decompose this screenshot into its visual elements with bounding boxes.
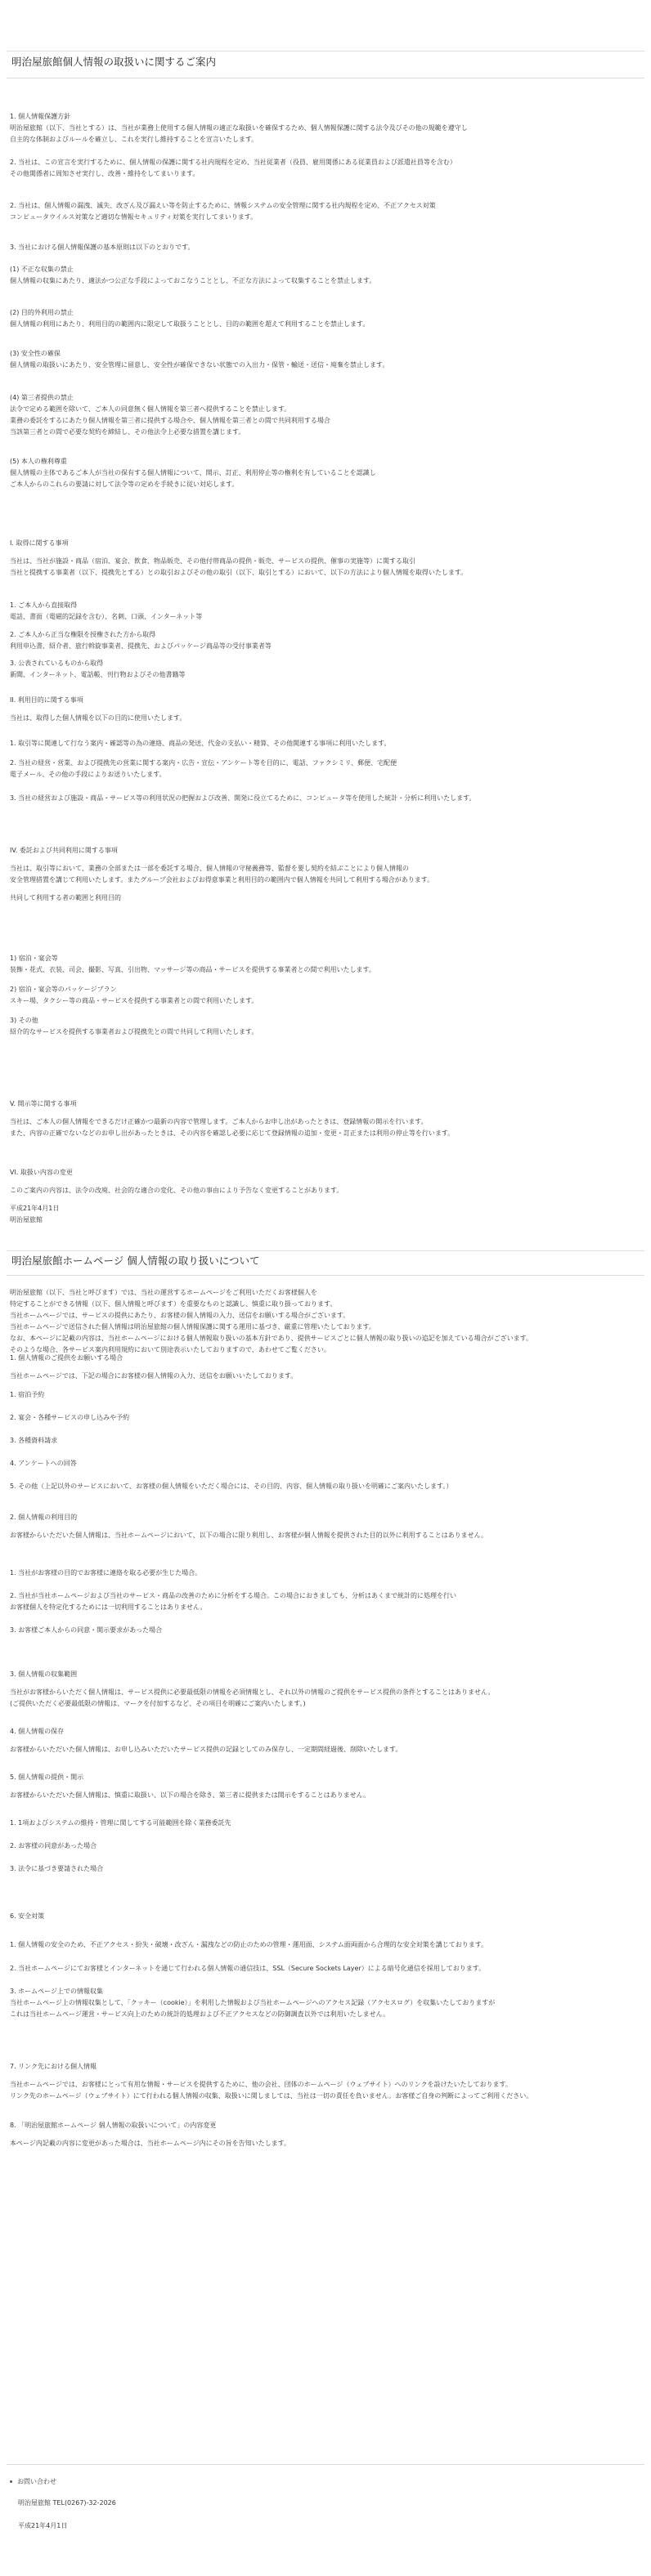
text-line: VI. 取扱い内容の変更 (10, 1169, 73, 1176)
text-line: 3. 法令に基づき要請された場合 (10, 1865, 104, 1872)
contact-divider (7, 2464, 644, 2465)
text-line: 当社は、ご本人の個人情報をできるだけ正確かつ最新の内容で管理します。ご本人からお申し出があったときは、登録情報の開示を行います。 (10, 1118, 428, 1125)
text-line: 5. その他（上記以外のサービスにおいて、お客様の個人情報をいただく場合には、その目的、内容、個人情報の取り扱いを明確にご案内いたします。） (10, 1483, 453, 1490)
doc1-block (10, 953, 640, 976)
homepage-policy-title: 明治屋旅館ホームページ 個人情報の取り扱いについて (11, 1254, 260, 1267)
doc1-block (10, 695, 640, 724)
text-line: 1. 個人情報の安全のため、不正アクセス・紛失・破壊・改ざん・漏洩などの防止のための管理・運用面、システム面両面から合理的な安全対策を講じております。 (10, 1941, 488, 1948)
text-line: 当社ホームページでは、下記の場合にお客様の個人情報の入力、送信をお願いいたしております。 (10, 1372, 298, 1380)
doc2-block (10, 1389, 640, 1401)
doc1-block (10, 629, 640, 652)
doc2-block (10, 1625, 640, 1636)
text-line: また、内容の正確でないなどのお申し出があったときは、その内容を確認し必要に応じて登録情報の追加・変更・訂正または利用の停止等を行います。 (10, 1129, 455, 1137)
text-line (10, 1783, 640, 1790)
text-line: 1. 宿泊予約 (10, 1391, 45, 1398)
text-line (10, 1737, 640, 1744)
text-line: 共同して利用する者の範囲と利用目的 (10, 894, 121, 901)
text-line: 1. ご本人から直接取得 (10, 602, 78, 609)
text-line: 3. お客様ご本人からの同意・開示要求があった場合 (10, 1626, 163, 1634)
text-line: 1. 取引等に関連して行なう案内・確認等の為の連絡、商品の発送、代金の支払い・精算、その他関連する事項に利用いたします。 (10, 740, 391, 747)
text-line: 個人情報の利用にあたり、利用目的の範囲内に限定して取扱うこととし、目的の範囲を超えて利用することを禁止します。 (10, 320, 370, 328)
contact-date: 平成21年4月1日 (18, 2522, 68, 2529)
doc1-block (10, 1098, 640, 1139)
text-line (10, 1196, 640, 1203)
doc2-block (10, 1458, 640, 1469)
doc1-block (10, 1167, 640, 1226)
text-line: 当社ホームページでは、サービスの提供にあたり、お客様の個人情報の入力、送信をお願いする場合がございます。 (10, 1312, 350, 1319)
doc2-block (10, 1986, 640, 2020)
text-line: 個人情報の取扱いにあたり、安全管理に留意し、安全性が確保できない状態での入出力・保管・輸送・送信・廃棄を禁止します。 (10, 361, 389, 369)
doc1-block (10, 348, 640, 371)
doc2-block (10, 1481, 640, 1492)
text-line: 当社ホームページで送信された個人情報は明治屋旅館の個人情報保護に関する運用に基づき、厳重に管理いたしております。 (10, 1323, 375, 1330)
text-line: 2. 当社は、この宣言を実行するために、個人情報の保護に関する社内規程を定め、当社従業者（役員、雇用関係にある従業員および派遣社員等を含む） (10, 159, 456, 166)
text-line: これは当社ホームページ運営・サービス向上のための統計的処理および不正アクセスなどの防御調査以外では利用いたしません。 (10, 2010, 390, 2018)
text-line: リンク先のホームページ（ウェブサイト）にて行われる個人情報の収集、取扱いに関しましては、当社は一切の責任を負いません。お客様ご自身の判断によってご利用ください。 (10, 2092, 533, 2100)
text-line: 2. 宴会・各種サービスの申し込みや予約 (10, 1414, 130, 1421)
doc2-block (10, 1590, 640, 1613)
text-line: 7. リンク先における個人情報 (10, 2063, 97, 2070)
text-line: V. 開示等に関する事項 (10, 1100, 77, 1107)
section-divider (7, 1250, 644, 1251)
text-line: IV. 委託および共同利用に関する事項 (10, 847, 118, 854)
doc1-block (10, 111, 640, 145)
doc2-block (10, 2061, 640, 2102)
text-line (10, 1110, 640, 1116)
text-line: (3) 安全性の確保 (10, 350, 61, 357)
text-line: 3. 当社の経営および施設・商品・サービス等の利用状況の把握および改善、開発に役立てるために、コンピュータ等を使用した統計・分析に利用いたします。 (10, 794, 476, 802)
doc1-block (10, 845, 640, 904)
text-line: そのような場合、各サービス案内利用規約において別途表示いたしておりますので、あわせてご覧ください。 (10, 1346, 330, 1353)
text-line: 1. 個人情報のご提供をお願いする場合 (10, 1354, 123, 1362)
text-line: 当社は、取得した個人情報を以下の目的に使用いたします。 (10, 714, 186, 722)
text-line: 安全管理措置を講じて利用いたします。またグループ会社およびお得意事業と利用目的の範囲内で個人情報を共同して利用する場合があります。 (10, 876, 434, 883)
contact-info: 明治屋旅館 TEL(0267)-32-2026 (18, 2499, 116, 2507)
text-line: 明治屋旅館（以下、当社と呼びます）では、当社の運営するホームページをご利用いただくお客様個人を (10, 1289, 317, 1296)
text-line: 2. 当社の経営・営業、および提携先の営業に関する案内・広告・宣伝・アンケート等を目的に、電話、ファクシミリ、郵便、宅配便 (10, 759, 397, 767)
text-line: 2. お客様の同意があった場合 (10, 1842, 97, 1849)
doc1-block (10, 793, 640, 804)
text-line: 個人情報の主体であるご本人が当社の保有する個人情報について、開示、訂正、利用停止等の権利を有していることを認識し (10, 469, 376, 476)
text-line: 2. ご本人から正当な権限を授権された方から取得 (10, 631, 156, 638)
text-line: コンピュータウイルス対策など適切な情報セキュリティ対策を実行してまいります。 (10, 213, 258, 221)
doc1-block (10, 1015, 640, 1038)
text-line: 8. 「明治屋旅館ホームページ 個人情報の取扱いについて」の内容変更 (10, 2122, 217, 2129)
text-line: 6. 安全対策 (10, 1912, 45, 1920)
text-line: 3) その他 (10, 1017, 38, 1024)
doc2-block (10, 1412, 640, 1424)
doc1-block (10, 538, 640, 579)
text-line: 2. 当社ホームページにてお客様とインターネットを通じて行われる個人情報の通信技は、SSL（Secure Sockets Layer）による暗号化通信を採用しております。 (10, 1965, 486, 1972)
text-line (10, 706, 640, 713)
page-title: 明治屋旅館個人情報の取扱いに関するご案内 (11, 56, 217, 68)
doc2-block (10, 1939, 640, 1951)
text-line: 3. 個人情報の収集範囲 (10, 1670, 78, 1678)
doc2-block (10, 1568, 640, 1579)
text-line: お客様個人を特定化するためには一切利用することはありません。 (10, 1603, 207, 1611)
doc2-block (10, 1911, 640, 1922)
text-line (10, 1178, 640, 1185)
text-line: 当該第三者との間で必要な契約を締結し、その他法令上必要な措置を講じます。 (10, 428, 245, 436)
text-line (10, 856, 640, 863)
text-line: 装飾・花式、衣装、司会、撮影、写真、引出物、マッサージ等の商品・サービスを提供する事業者との間で利用いたします。 (10, 966, 375, 973)
text-line: 新聞、インターネット、電話帳、刊行物およびその他書籍等 (10, 671, 186, 678)
text-line: 1. 個人情報保護方針 (10, 113, 71, 120)
text-line: 電子メール、その他の手段によりお送りいたします。 (10, 771, 166, 778)
doc1-block (10, 264, 640, 287)
doc2-block (10, 1353, 640, 1382)
text-line: 2. 個人情報の利用目的 (10, 1514, 78, 1521)
text-line: (ご提供いただく必要最低限の情報は、マークを付加するなど、その項目を明確にご案内いたします。) (10, 1700, 306, 1707)
text-line: 業務の委託をするにあたり個人情報を第三者に提供する場合や、個人情報を第三者との間で共同利用する場合 (10, 417, 330, 424)
text-line: 4. アンケートへの回答 (10, 1460, 77, 1467)
doc1-block (10, 738, 640, 749)
doc1-block (10, 200, 640, 223)
text-line (10, 1523, 640, 1530)
text-line (10, 2131, 640, 2138)
doc2-block (10, 1863, 640, 1875)
doc1-block (10, 984, 640, 1007)
text-line (10, 1680, 640, 1687)
text-line: 2. 当社は、個人情報の漏洩、滅失、改ざん及び漏えい等を防止するために、情報システムの安全管理に関する社内規程を定め、不正アクセス対策 (10, 202, 436, 209)
text-line: 電話、書面（電磁的記録を含む）、名刺、口頭、インターネット等 (10, 613, 203, 620)
doc2-block (10, 1818, 640, 1829)
text-line: II. 利用目的に関する事項 (10, 696, 83, 704)
text-line: ご本人からのこれらの要請に対して法令等の定めを手続きに従い対応します。 (10, 481, 239, 488)
text-line: スキー場、タクシー等の商品・サービスを提供する事業者との間で利用いたします。 (10, 997, 258, 1004)
text-line: お客様からいただいた個人情報は、お申し込みいただいたサービス提供の記録としてのみ保存し、一定期間経過後、削除いたします。 (10, 1746, 402, 1753)
doc2-block (10, 1669, 640, 1710)
text-line: 3. 当社における個人情報保護の基本原則は以下のとおりです。 (10, 244, 195, 251)
doc2-block (10, 1840, 640, 1852)
doc1-block (10, 307, 640, 330)
text-line: 1. 1項およびシステムの維持・管理に関してする可能範囲を除く業務委託先 (10, 1819, 231, 1827)
text-line: (1) 不正な収集の禁止 (10, 266, 74, 273)
text-line: 2. 当社が当社ホームページおよび当社のサービス・商品の改善のために分析をする場合。この場合におきましても、分析はあくまで統計的に処理を行い (10, 1592, 457, 1599)
doc2-block (10, 2120, 640, 2149)
text-line: 1) 宿泊・宴会等 (10, 955, 58, 962)
text-line: I. 取得に関する事項 (10, 539, 69, 547)
text-line: 1. 当社がお客様の目的でお客様に連絡を取る必要が生じた場合。 (10, 1569, 202, 1576)
text-line: 法令で定める範囲を除いて、ご本人の同意無く個人情報を第三者へ提供することを禁止します。 (10, 405, 291, 413)
text-line (10, 1364, 640, 1371)
text-line: (2) 目的外利用の禁止 (10, 309, 74, 316)
text-line: 平成21年4月1日 (10, 1205, 60, 1212)
text-line: 本ページ内記載の内容に変更があった場合は、当社ホームページ内にその旨を告知いたします。 (10, 2140, 290, 2147)
text-line: (5) 本人の権利尊重 (10, 458, 67, 465)
contact-heading: お問い合わせ (10, 2476, 640, 2488)
doc1-block (10, 456, 640, 490)
contact-box (10, 2476, 640, 2532)
text-line: 当社ホームページ上の情報収集として、「クッキー（cookie）」を利用した情報および当社ホームページへのアクセス記録（アクセスログ）を収集いたしておりますが (10, 1999, 496, 2006)
text-line: 2) 宿泊・宴会等のパッケージプラン (10, 986, 117, 993)
text-line: 5. 個人情報の提供・開示 (10, 1773, 84, 1781)
doc2-block (10, 1287, 640, 1356)
doc1-block (10, 600, 640, 623)
text-line: 当社は、取引等において、業務の全部または一部を委託する場合、個人情報の守秘義務等、監督を要し契約を結ぶことにより個人情報の (10, 865, 409, 872)
text-line: その他関係者に周知させ実行し、改善・維持をしてまいります。 (10, 170, 200, 177)
doc2-block (10, 1435, 640, 1447)
text-line: なお、本ページに記載の内容は、当社ホームページにおける個人情報取り扱いの基本方針であり、提供サービスごとに個人情報の取り扱いの追記を加えている場合がございます。 (10, 1335, 533, 1342)
text-line: (4) 第三者提供の禁止 (10, 394, 74, 401)
doc1-block (10, 758, 640, 780)
text-line: 利用申込書、紹介者、旅行斡旋事業者、提携先、およびパッケージ商品等の受付事業者等 (10, 642, 272, 650)
doc1-block (10, 658, 640, 681)
text-line (10, 2073, 640, 2079)
doc2-block (10, 1963, 640, 1974)
text-line: お客様からいただいた個人情報は、当社ホームページにおいて、以下の場合に限り利用し、お客様が個人情報を提供された目的以外に利用することはありません。 (10, 1532, 488, 1539)
text-line: 3. 公表されているものから取得 (10, 660, 104, 667)
text-line: 紹介的なサービスを提供する事業者および提携先との間で共同して利用いたします。 (10, 1028, 258, 1035)
text-line: 4. 個人情報の保存 (10, 1728, 65, 1735)
doc2-block (10, 1726, 640, 1755)
doc2-block (10, 1512, 640, 1541)
text-line: 自主的な体制およびルールを確立し、これを実行し維持することを宣言いたします。 (10, 136, 258, 143)
text-line (10, 549, 640, 556)
doc1-block (10, 242, 640, 253)
text-line: 特定することができる情報（以下、個人情報と呼びます）を重要なものと認識し、慎重に取り扱っております。 (10, 1300, 337, 1308)
text-line: 当社がお客様からいただく個人情報は、サービス提供に必要最低限の情報を必須情報とし、それ以外の情報のご提供をサービス提供の条件とすることはありません。 (10, 1688, 495, 1696)
text-line: 明治屋旅館 (10, 1216, 43, 1223)
homepage-title-divider (7, 1275, 644, 1276)
doc1-block (10, 392, 640, 438)
text-line: このご案内の内容は、法令の改廃、社会的な適合の変化、その他の事由により予告なく変更することがあります。 (10, 1187, 343, 1194)
text-line: 当社ホームページでは、お客様にとって有用な情報・サービスを提供するために、他の会社、団体のホームページ（ウェブサイト）へのリンクを設けたいたしております。 (10, 2081, 512, 2088)
text-line: 個人情報の収集にあたり、適法かつ公正な手段によっておこなうこととし、不正な方法によって収集することを禁止します。 (10, 277, 376, 284)
text-line: 3. ホームページ上での情報収集 (10, 1988, 104, 1995)
text-line (10, 886, 640, 892)
text-line: 当社は、当社が施設・商品（宿泊、宴会、飲食、物品販売、その他付帯商品の提供・販売、サービスの提供、催事の実施等）に関する取引 (10, 557, 415, 565)
doc2-block (10, 1772, 640, 1801)
text-line: 当社と提携する事業者（以下、提携先とする）との取引およびその他の取引（以下、取引とする）において、以下の方法により個人情報を取得いたします。 (10, 569, 468, 576)
doc1-block (10, 157, 640, 180)
text-line: お客様からいただいた個人情報は、慎重に取扱い、以下の場合を除き、第三者に提供または開示をすることはありません。 (10, 1791, 370, 1799)
text-line: 明治屋旅館（以下、当社とする）は、当社が業務上使用する個人情報の適正な取扱いを確保するため、個人情報保護に関する法令及びその他の規範を遵守し (10, 124, 468, 132)
text-line: 3. 各種資料請求 (10, 1437, 58, 1444)
